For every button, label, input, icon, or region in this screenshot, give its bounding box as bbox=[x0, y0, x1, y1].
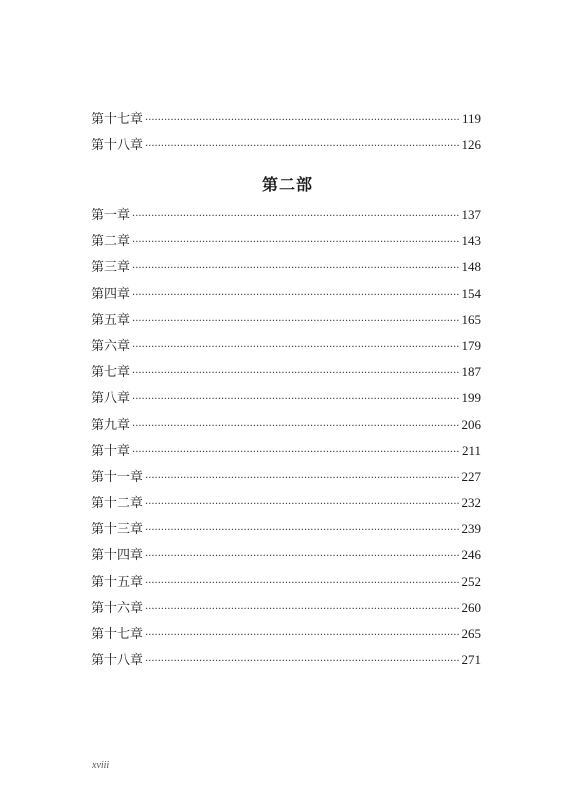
part2-toc-list bbox=[91, 202, 481, 673]
dot-leader bbox=[132, 283, 459, 309]
page-number: 179 bbox=[461, 337, 481, 353]
chapter-label: 第七章 bbox=[91, 365, 131, 381]
part1-tail-list bbox=[91, 106, 481, 158]
dot-leader bbox=[132, 440, 460, 466]
toc-entry[interactable] bbox=[91, 647, 481, 673]
chapter-label: 第六章 bbox=[91, 338, 131, 354]
dot-leader bbox=[132, 335, 459, 361]
chapter-label: 第十七章 bbox=[91, 112, 144, 127]
chapter-label: 第十章 bbox=[91, 443, 131, 459]
page-number: 232 bbox=[461, 495, 481, 511]
page-number: 252 bbox=[461, 573, 481, 589]
dot-leader bbox=[132, 256, 459, 282]
toc-entry[interactable] bbox=[91, 412, 481, 438]
chapter-label: 第一章 bbox=[91, 208, 131, 223]
page-number: 137 bbox=[461, 207, 481, 222]
page-number: 165 bbox=[461, 311, 481, 327]
page-number: 126 bbox=[461, 137, 481, 153]
chapter-label: 第十八章 bbox=[91, 138, 144, 154]
toc-entry[interactable] bbox=[91, 202, 481, 228]
chapter-label: 第二章 bbox=[91, 234, 131, 250]
page-number: 143 bbox=[461, 233, 481, 249]
chapter-label: 第十三章 bbox=[91, 522, 144, 538]
toc-entry[interactable] bbox=[91, 621, 481, 647]
toc-entry[interactable] bbox=[91, 228, 481, 254]
toc-entry[interactable] bbox=[91, 106, 481, 132]
toc-entry[interactable] bbox=[91, 254, 481, 280]
chapter-label: 第五章 bbox=[91, 312, 131, 328]
toc-entry[interactable] bbox=[91, 595, 481, 621]
toc-entry[interactable] bbox=[91, 490, 481, 516]
dot-leader bbox=[145, 108, 460, 134]
chapter-label: 第三章 bbox=[91, 260, 131, 276]
chapter-label: 第十七章 bbox=[91, 627, 144, 642]
dot-leader bbox=[145, 134, 459, 160]
dot-leader bbox=[145, 597, 459, 623]
toc-entry[interactable] bbox=[91, 307, 481, 333]
toc-entry[interactable] bbox=[91, 132, 481, 158]
chapter-label: 第十五章 bbox=[91, 574, 144, 590]
page-number: 206 bbox=[461, 416, 481, 432]
toc-entry[interactable] bbox=[91, 385, 481, 411]
chapter-label: 第九章 bbox=[91, 417, 131, 433]
chapter-label: 第十一章 bbox=[91, 469, 144, 485]
toc-entry[interactable] bbox=[91, 569, 481, 595]
dot-leader bbox=[132, 361, 459, 387]
dot-leader bbox=[145, 571, 459, 597]
page-number: 246 bbox=[461, 547, 481, 563]
toc-entry[interactable] bbox=[91, 359, 481, 385]
dot-leader bbox=[145, 649, 459, 675]
dot-leader bbox=[145, 623, 459, 649]
dot-leader bbox=[145, 492, 459, 518]
page-number: 148 bbox=[461, 259, 481, 275]
dot-leader bbox=[132, 230, 459, 256]
dot-leader bbox=[145, 518, 459, 544]
chapter-label: 第十四章 bbox=[91, 548, 144, 564]
toc-entry[interactable] bbox=[91, 542, 481, 568]
toc-entry[interactable] bbox=[91, 464, 481, 490]
toc-entry[interactable] bbox=[91, 281, 481, 307]
page-number: 271 bbox=[461, 652, 481, 668]
dot-leader bbox=[145, 544, 459, 570]
page-number: 265 bbox=[461, 626, 481, 641]
page-number: 260 bbox=[461, 599, 481, 615]
dot-leader bbox=[132, 309, 459, 335]
chapter-label: 第十八章 bbox=[91, 653, 144, 669]
chapter-label: 第十六章 bbox=[91, 600, 144, 616]
page-number: 227 bbox=[461, 468, 481, 484]
page-number: 239 bbox=[461, 521, 481, 537]
part-heading: 第二部 bbox=[261, 175, 313, 194]
dot-leader bbox=[132, 414, 459, 440]
toc-entry[interactable] bbox=[91, 438, 481, 464]
page-folio: xviii bbox=[92, 760, 110, 771]
page-number: 199 bbox=[461, 390, 481, 406]
chapter-label: 第八章 bbox=[91, 391, 131, 407]
page-number: 211 bbox=[461, 442, 481, 458]
dot-leader bbox=[145, 466, 459, 492]
page-number: 119 bbox=[461, 111, 481, 126]
toc-entry[interactable] bbox=[91, 333, 481, 359]
dot-leader bbox=[132, 204, 459, 230]
page-number: 187 bbox=[461, 364, 481, 380]
chapter-label: 第十二章 bbox=[91, 496, 144, 512]
toc-entry[interactable] bbox=[91, 516, 481, 542]
dot-leader bbox=[132, 387, 459, 413]
chapter-label: 第四章 bbox=[91, 286, 131, 302]
page-number: 154 bbox=[461, 285, 481, 301]
